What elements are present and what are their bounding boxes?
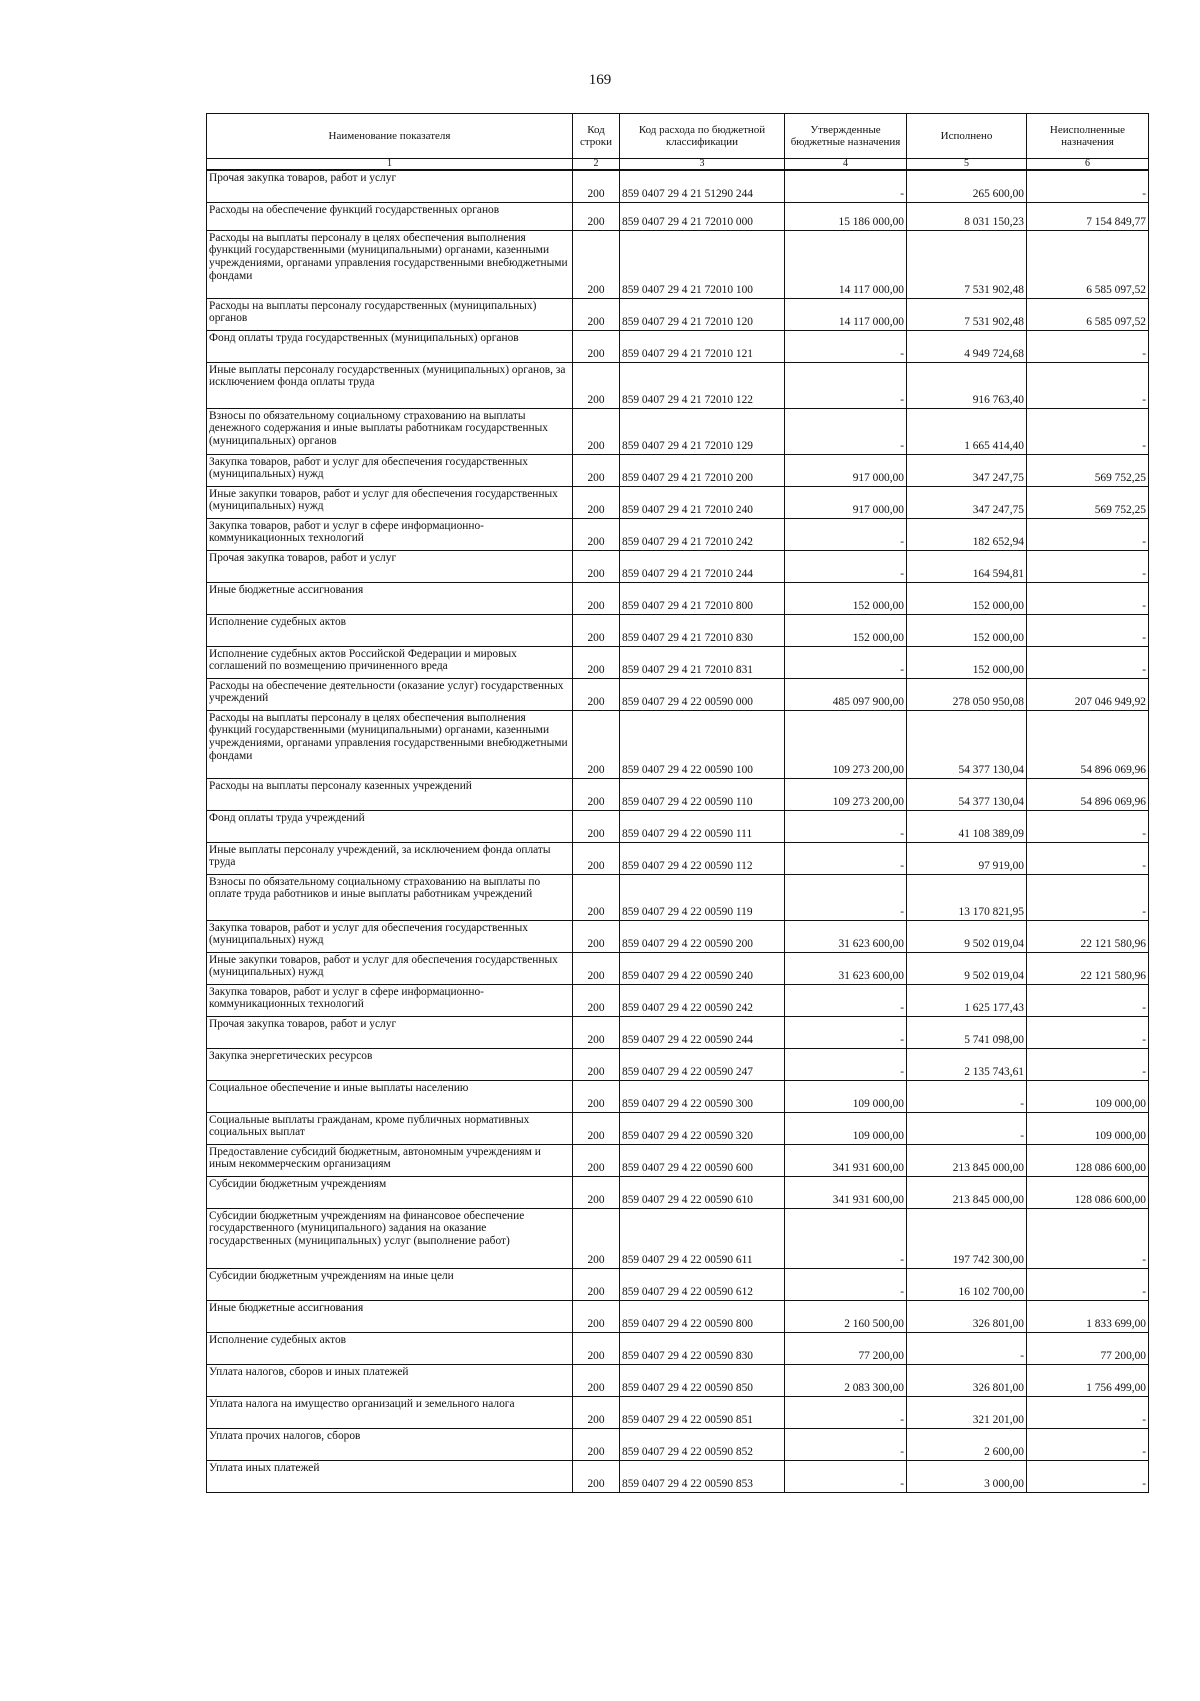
- row-executed-amount: 326 801,00: [907, 1300, 1027, 1332]
- table-row: [207, 170, 1149, 202]
- row-unexecuted-amount: -: [1027, 614, 1149, 646]
- row-approved-amount: -: [785, 1016, 907, 1048]
- row-budget-code: 859 0407 29 4 22 00590 611: [620, 1208, 785, 1268]
- row-unexecuted-amount: -: [1027, 1268, 1149, 1300]
- row-budget-code: 859 0407 29 4 21 72010 244: [620, 550, 785, 582]
- row-line-code: 200: [573, 202, 620, 230]
- table-row: [207, 1016, 1149, 1048]
- row-executed-amount: 2 600,00: [907, 1428, 1027, 1460]
- row-name: Закупка товаров, работ и услуг в сфере информационно-коммуникационных технологий: [207, 518, 573, 550]
- table-row: [207, 408, 1149, 454]
- row-line-code: 200: [573, 1080, 620, 1112]
- row-line-code: 200: [573, 230, 620, 298]
- row-executed-amount: -: [907, 1080, 1027, 1112]
- row-unexecuted-amount: 54 896 069,96: [1027, 778, 1149, 810]
- row-unexecuted-amount: 77 200,00: [1027, 1332, 1149, 1364]
- row-line-code: 200: [573, 678, 620, 710]
- row-executed-amount: 9 502 019,04: [907, 920, 1027, 952]
- row-approved-amount: 2 160 500,00: [785, 1300, 907, 1332]
- row-name: Социальные выплаты гражданам, кроме публичных нормативных социальных выплат: [207, 1112, 573, 1144]
- row-unexecuted-amount: -: [1027, 582, 1149, 614]
- row-budget-code: 859 0407 29 4 22 00590 600: [620, 1144, 785, 1176]
- row-line-code: 200: [573, 486, 620, 518]
- header-unexecuted: Неисполненные назначения: [1027, 114, 1149, 159]
- row-approved-amount: 485 097 900,00: [785, 678, 907, 710]
- row-unexecuted-amount: -: [1027, 1016, 1149, 1048]
- row-unexecuted-amount: 569 752,25: [1027, 486, 1149, 518]
- row-unexecuted-amount: -: [1027, 874, 1149, 920]
- row-approved-amount: 15 186 000,00: [785, 202, 907, 230]
- row-approved-amount: 109 273 200,00: [785, 778, 907, 810]
- row-budget-code: 859 0407 29 4 21 72010 100: [620, 230, 785, 298]
- row-budget-code: 859 0407 29 4 21 72010 000: [620, 202, 785, 230]
- row-unexecuted-amount: -: [1027, 362, 1149, 408]
- row-approved-amount: 917 000,00: [785, 454, 907, 486]
- row-approved-amount: 14 117 000,00: [785, 230, 907, 298]
- row-approved-amount: -: [785, 518, 907, 550]
- row-approved-amount: -: [785, 1396, 907, 1428]
- row-name: Уплата налогов, сборов и иных платежей: [207, 1364, 573, 1396]
- row-name: Закупка товаров, работ и услуг для обеспечения государственных (муниципальных) нужд: [207, 454, 573, 486]
- row-executed-amount: 152 000,00: [907, 646, 1027, 678]
- row-line-code: 200: [573, 298, 620, 330]
- row-approved-amount: -: [785, 1048, 907, 1080]
- row-unexecuted-amount: -: [1027, 984, 1149, 1016]
- row-approved-amount: -: [785, 408, 907, 454]
- row-unexecuted-amount: -: [1027, 1428, 1149, 1460]
- row-approved-amount: -: [785, 1428, 907, 1460]
- column-number: 1: [207, 159, 573, 171]
- row-executed-amount: 7 531 902,48: [907, 298, 1027, 330]
- row-name: Иные выплаты персоналу учреждений, за исключением фонда оплаты труда: [207, 842, 573, 874]
- row-budget-code: 859 0407 29 4 21 72010 240: [620, 486, 785, 518]
- row-budget-code: 859 0407 29 4 22 00590 200: [620, 920, 785, 952]
- row-executed-amount: 9 502 019,04: [907, 952, 1027, 984]
- row-name: Закупка энергетических ресурсов: [207, 1048, 573, 1080]
- row-unexecuted-amount: -: [1027, 330, 1149, 362]
- table-row: [207, 202, 1149, 230]
- row-name: Расходы на обеспечение функций государственных органов: [207, 202, 573, 230]
- row-approved-amount: 2 083 300,00: [785, 1364, 907, 1396]
- row-budget-code: 859 0407 29 4 21 72010 129: [620, 408, 785, 454]
- row-line-code: 200: [573, 170, 620, 202]
- row-budget-code: 859 0407 29 4 22 00590 612: [620, 1268, 785, 1300]
- row-approved-amount: 341 931 600,00: [785, 1144, 907, 1176]
- row-unexecuted-amount: -: [1027, 518, 1149, 550]
- header-executed: Исполнено: [907, 114, 1027, 159]
- row-line-code: 200: [573, 646, 620, 678]
- row-executed-amount: 164 594,81: [907, 550, 1027, 582]
- row-executed-amount: 7 531 902,48: [907, 230, 1027, 298]
- row-unexecuted-amount: 7 154 849,77: [1027, 202, 1149, 230]
- row-unexecuted-amount: -: [1027, 1460, 1149, 1492]
- row-executed-amount: 326 801,00: [907, 1364, 1027, 1396]
- row-budget-code: 859 0407 29 4 22 00590 100: [620, 710, 785, 778]
- row-unexecuted-amount: 128 086 600,00: [1027, 1176, 1149, 1208]
- column-number: 2: [573, 159, 620, 171]
- table-row: [207, 984, 1149, 1016]
- row-name: Фонд оплаты труда государственных (муниципальных) органов: [207, 330, 573, 362]
- row-line-code: 200: [573, 582, 620, 614]
- row-executed-amount: -: [907, 1112, 1027, 1144]
- row-unexecuted-amount: 6 585 097,52: [1027, 230, 1149, 298]
- row-name: Прочая закупка товаров, работ и услуг: [207, 1016, 573, 1048]
- row-unexecuted-amount: -: [1027, 1048, 1149, 1080]
- row-approved-amount: 109 273 200,00: [785, 710, 907, 778]
- row-name: Исполнение судебных актов: [207, 1332, 573, 1364]
- row-line-code: 200: [573, 842, 620, 874]
- row-executed-amount: 1 625 177,43: [907, 984, 1027, 1016]
- row-name: Субсидии бюджетным учреждениям на финансовое обеспечение государственного (муниципального) задания на оказание государственных (муниципальных) услуг (выполнение работ): [207, 1208, 573, 1268]
- row-approved-amount: 917 000,00: [785, 486, 907, 518]
- header-name: Наименование показателя: [207, 114, 573, 159]
- table-row: [207, 1268, 1149, 1300]
- column-number: 4: [785, 159, 907, 171]
- row-executed-amount: 16 102 700,00: [907, 1268, 1027, 1300]
- row-line-code: 200: [573, 1428, 620, 1460]
- row-name: Фонд оплаты труда учреждений: [207, 810, 573, 842]
- row-unexecuted-amount: 109 000,00: [1027, 1112, 1149, 1144]
- row-executed-amount: -: [907, 1332, 1027, 1364]
- row-executed-amount: 8 031 150,23: [907, 202, 1027, 230]
- table-row: [207, 646, 1149, 678]
- row-approved-amount: 109 000,00: [785, 1080, 907, 1112]
- row-approved-amount: -: [785, 842, 907, 874]
- row-name: Иные закупки товаров, работ и услуг для обеспечения государственных (муниципальных) нужд: [207, 952, 573, 984]
- table-row: [207, 1332, 1149, 1364]
- row-budget-code: 859 0407 29 4 21 51290 244: [620, 170, 785, 202]
- row-approved-amount: -: [785, 170, 907, 202]
- row-line-code: 200: [573, 454, 620, 486]
- row-line-code: 200: [573, 1176, 620, 1208]
- table-row: [207, 518, 1149, 550]
- row-approved-amount: 341 931 600,00: [785, 1176, 907, 1208]
- row-name: Уплата прочих налогов, сборов: [207, 1428, 573, 1460]
- row-line-code: 200: [573, 1016, 620, 1048]
- row-line-code: 200: [573, 810, 620, 842]
- row-line-code: 200: [573, 362, 620, 408]
- row-executed-amount: 13 170 821,95: [907, 874, 1027, 920]
- row-name: Иные закупки товаров, работ и услуг для обеспечения государственных (муниципальных) нужд: [207, 486, 573, 518]
- row-budget-code: 859 0407 29 4 22 00590 830: [620, 1332, 785, 1364]
- row-name: Иные бюджетные ассигнования: [207, 582, 573, 614]
- row-budget-code: 859 0407 29 4 21 72010 121: [620, 330, 785, 362]
- row-line-code: 200: [573, 952, 620, 984]
- row-line-code: 200: [573, 1332, 620, 1364]
- row-approved-amount: 14 117 000,00: [785, 298, 907, 330]
- row-unexecuted-amount: -: [1027, 810, 1149, 842]
- row-unexecuted-amount: -: [1027, 170, 1149, 202]
- row-approved-amount: 152 000,00: [785, 582, 907, 614]
- row-approved-amount: 31 623 600,00: [785, 952, 907, 984]
- row-line-code: 200: [573, 874, 620, 920]
- row-executed-amount: 213 845 000,00: [907, 1176, 1027, 1208]
- row-approved-amount: 152 000,00: [785, 614, 907, 646]
- row-line-code: 200: [573, 778, 620, 810]
- row-unexecuted-amount: -: [1027, 1208, 1149, 1268]
- row-budget-code: 859 0407 29 4 22 00590 112: [620, 842, 785, 874]
- row-name: Прочая закупка товаров, работ и услуг: [207, 550, 573, 582]
- row-line-code: 200: [573, 550, 620, 582]
- row-unexecuted-amount: 128 086 600,00: [1027, 1144, 1149, 1176]
- table-row: [207, 298, 1149, 330]
- row-budget-code: 859 0407 29 4 21 72010 830: [620, 614, 785, 646]
- row-approved-amount: -: [785, 810, 907, 842]
- table-row: [207, 362, 1149, 408]
- row-unexecuted-amount: -: [1027, 1396, 1149, 1428]
- header-approved: Утвержденные бюджетные назначения: [785, 114, 907, 159]
- table-row: [207, 1176, 1149, 1208]
- table-row: [207, 550, 1149, 582]
- row-budget-code: 859 0407 29 4 22 00590 610: [620, 1176, 785, 1208]
- row-approved-amount: 31 623 600,00: [785, 920, 907, 952]
- row-executed-amount: 152 000,00: [907, 582, 1027, 614]
- row-executed-amount: 41 108 389,09: [907, 810, 1027, 842]
- row-line-code: 200: [573, 1460, 620, 1492]
- row-budget-code: 859 0407 29 4 22 00590 242: [620, 984, 785, 1016]
- row-executed-amount: 197 742 300,00: [907, 1208, 1027, 1268]
- row-executed-amount: 54 377 130,04: [907, 710, 1027, 778]
- row-name: Субсидии бюджетным учреждениям: [207, 1176, 573, 1208]
- row-budget-code: 859 0407 29 4 21 72010 831: [620, 646, 785, 678]
- row-name: Социальное обеспечение и иные выплаты населению: [207, 1080, 573, 1112]
- table-row: [207, 1364, 1149, 1396]
- row-name: Исполнение судебных актов: [207, 614, 573, 646]
- table-row: [207, 1300, 1149, 1332]
- row-approved-amount: -: [785, 874, 907, 920]
- row-name: Закупка товаров, работ и услуг в сфере информационно-коммуникационных технологий: [207, 984, 573, 1016]
- row-unexecuted-amount: 109 000,00: [1027, 1080, 1149, 1112]
- column-number: 3: [620, 159, 785, 171]
- row-approved-amount: -: [785, 330, 907, 362]
- row-approved-amount: -: [785, 1208, 907, 1268]
- budget-execution-table: [206, 113, 1149, 1493]
- table-row: [207, 874, 1149, 920]
- row-approved-amount: -: [785, 984, 907, 1016]
- table-body: [207, 170, 1149, 1492]
- table-row: [207, 614, 1149, 646]
- row-unexecuted-amount: 22 121 580,96: [1027, 952, 1149, 984]
- row-name: Исполнение судебных актов Российской Федерации и мировых соглашений по возмещению причиненного вреда: [207, 646, 573, 678]
- row-budget-code: 859 0407 29 4 22 00590 247: [620, 1048, 785, 1080]
- row-approved-amount: -: [785, 646, 907, 678]
- table-row: [207, 952, 1149, 984]
- row-name: Прочая закупка товаров, работ и услуг: [207, 170, 573, 202]
- row-budget-code: 859 0407 29 4 22 00590 300: [620, 1080, 785, 1112]
- row-budget-code: 859 0407 29 4 22 00590 119: [620, 874, 785, 920]
- row-name: Уплата иных платежей: [207, 1460, 573, 1492]
- table-row: [207, 1112, 1149, 1144]
- row-approved-amount: -: [785, 1460, 907, 1492]
- table-row: [207, 678, 1149, 710]
- row-line-code: 200: [573, 518, 620, 550]
- header-line-code: Код строки: [573, 114, 620, 159]
- row-line-code: 200: [573, 920, 620, 952]
- row-budget-code: 859 0407 29 4 22 00590 850: [620, 1364, 785, 1396]
- row-budget-code: 859 0407 29 4 22 00590 320: [620, 1112, 785, 1144]
- table-row: [207, 710, 1149, 778]
- row-line-code: 200: [573, 1268, 620, 1300]
- row-line-code: 200: [573, 1208, 620, 1268]
- row-budget-code: 859 0407 29 4 22 00590 244: [620, 1016, 785, 1048]
- row-line-code: 200: [573, 614, 620, 646]
- row-budget-code: 859 0407 29 4 22 00590 852: [620, 1428, 785, 1460]
- table-row: [207, 230, 1149, 298]
- row-line-code: 200: [573, 1300, 620, 1332]
- row-name: Взносы по обязательному социальному страхованию на выплаты по оплате труда работников и иные выплаты работникам учреждений: [207, 874, 573, 920]
- row-name: Закупка товаров, работ и услуг для обеспечения государственных (муниципальных) нужд: [207, 920, 573, 952]
- table-row: [207, 1048, 1149, 1080]
- row-line-code: 200: [573, 1112, 620, 1144]
- row-budget-code: 859 0407 29 4 22 00590 110: [620, 778, 785, 810]
- table-row: [207, 810, 1149, 842]
- row-executed-amount: 1 665 414,40: [907, 408, 1027, 454]
- row-executed-amount: 265 600,00: [907, 170, 1027, 202]
- row-approved-amount: -: [785, 550, 907, 582]
- row-budget-code: 859 0407 29 4 22 00590 240: [620, 952, 785, 984]
- table-row: [207, 778, 1149, 810]
- row-budget-code: 859 0407 29 4 21 72010 120: [620, 298, 785, 330]
- row-line-code: 200: [573, 710, 620, 778]
- row-budget-code: 859 0407 29 4 21 72010 800: [620, 582, 785, 614]
- column-number: 5: [907, 159, 1027, 171]
- table-row: [207, 1080, 1149, 1112]
- table-row: [207, 582, 1149, 614]
- row-budget-code: 859 0407 29 4 22 00590 000: [620, 678, 785, 710]
- row-approved-amount: 77 200,00: [785, 1332, 907, 1364]
- row-line-code: 200: [573, 1144, 620, 1176]
- row-executed-amount: 347 247,75: [907, 454, 1027, 486]
- row-budget-code: 859 0407 29 4 22 00590 800: [620, 1300, 785, 1332]
- row-unexecuted-amount: -: [1027, 408, 1149, 454]
- row-name: Расходы на выплаты персоналу в целях обеспечения выполнения функций государственными (муниципальными) органами, казенными учреждениями, органами управления государственными внебюджетными фондами: [207, 230, 573, 298]
- row-executed-amount: 213 845 000,00: [907, 1144, 1027, 1176]
- row-line-code: 200: [573, 1364, 620, 1396]
- row-unexecuted-amount: 54 896 069,96: [1027, 710, 1149, 778]
- table-row: [207, 842, 1149, 874]
- page-number: 169: [588, 72, 612, 88]
- row-budget-code: 859 0407 29 4 21 72010 200: [620, 454, 785, 486]
- row-unexecuted-amount: 22 121 580,96: [1027, 920, 1149, 952]
- table-header: [207, 114, 1149, 171]
- table-row: [207, 486, 1149, 518]
- row-budget-code: 859 0407 29 4 22 00590 111: [620, 810, 785, 842]
- row-line-code: 200: [573, 984, 620, 1016]
- row-line-code: 200: [573, 408, 620, 454]
- row-name: Расходы на выплаты персоналу казенных учреждений: [207, 778, 573, 810]
- table-row: [207, 454, 1149, 486]
- row-executed-amount: 3 000,00: [907, 1460, 1027, 1492]
- row-approved-amount: -: [785, 362, 907, 408]
- row-executed-amount: 916 763,40: [907, 362, 1027, 408]
- table-row: [207, 1144, 1149, 1176]
- row-name: Взносы по обязательному социальному страхованию на выплаты денежного содержания и иные выплаты работникам государственных (муниципальных) органов: [207, 408, 573, 454]
- table-row: [207, 1396, 1149, 1428]
- row-approved-amount: -: [785, 1268, 907, 1300]
- row-line-code: 200: [573, 1396, 620, 1428]
- row-name: Субсидии бюджетным учреждениям на иные цели: [207, 1268, 573, 1300]
- row-name: Уплата налога на имущество организаций и земельного налога: [207, 1396, 573, 1428]
- row-budget-code: 859 0407 29 4 22 00590 853: [620, 1460, 785, 1492]
- row-executed-amount: 278 050 950,08: [907, 678, 1027, 710]
- row-approved-amount: 109 000,00: [785, 1112, 907, 1144]
- row-executed-amount: 4 949 724,68: [907, 330, 1027, 362]
- row-unexecuted-amount: -: [1027, 646, 1149, 678]
- row-unexecuted-amount: -: [1027, 842, 1149, 874]
- row-name: Предоставление субсидий бюджетным, автономным учреждениям и иным некоммерческим организациям: [207, 1144, 573, 1176]
- row-unexecuted-amount: 1 756 499,00: [1027, 1364, 1149, 1396]
- row-executed-amount: 2 135 743,61: [907, 1048, 1027, 1080]
- row-executed-amount: 54 377 130,04: [907, 778, 1027, 810]
- row-unexecuted-amount: 569 752,25: [1027, 454, 1149, 486]
- table-row: [207, 1460, 1149, 1492]
- row-line-code: 200: [573, 1048, 620, 1080]
- row-unexecuted-amount: 6 585 097,52: [1027, 298, 1149, 330]
- row-budget-code: 859 0407 29 4 21 72010 242: [620, 518, 785, 550]
- row-executed-amount: 152 000,00: [907, 614, 1027, 646]
- row-line-code: 200: [573, 330, 620, 362]
- column-number: 6: [1027, 159, 1149, 171]
- row-name: Иные выплаты персоналу государственных (муниципальных) органов, за исключением фонда оплаты труда: [207, 362, 573, 408]
- header-budget-code: Код расхода по бюджетной классификации: [620, 114, 785, 159]
- row-unexecuted-amount: -: [1027, 550, 1149, 582]
- row-budget-code: 859 0407 29 4 21 72010 122: [620, 362, 785, 408]
- table-row: [207, 1208, 1149, 1268]
- row-name: Расходы на выплаты персоналу в целях обеспечения выполнения функций государственными (муниципальными) органами, казенными учреждениями, органами управления государственными внебюджетными фондами: [207, 710, 573, 778]
- row-unexecuted-amount: 207 046 949,92: [1027, 678, 1149, 710]
- table-row: [207, 920, 1149, 952]
- row-unexecuted-amount: 1 833 699,00: [1027, 1300, 1149, 1332]
- row-executed-amount: 347 247,75: [907, 486, 1027, 518]
- row-executed-amount: 5 741 098,00: [907, 1016, 1027, 1048]
- row-name: Расходы на выплаты персоналу государственных (муниципальных) органов: [207, 298, 573, 330]
- row-executed-amount: 321 201,00: [907, 1396, 1027, 1428]
- row-executed-amount: 182 652,94: [907, 518, 1027, 550]
- row-name: Расходы на обеспечение деятельности (оказание услуг) государственных учреждений: [207, 678, 573, 710]
- row-executed-amount: 97 919,00: [907, 842, 1027, 874]
- row-name: Иные бюджетные ассигнования: [207, 1300, 573, 1332]
- row-budget-code: 859 0407 29 4 22 00590 851: [620, 1396, 785, 1428]
- table-row: [207, 330, 1149, 362]
- table-row: [207, 1428, 1149, 1460]
